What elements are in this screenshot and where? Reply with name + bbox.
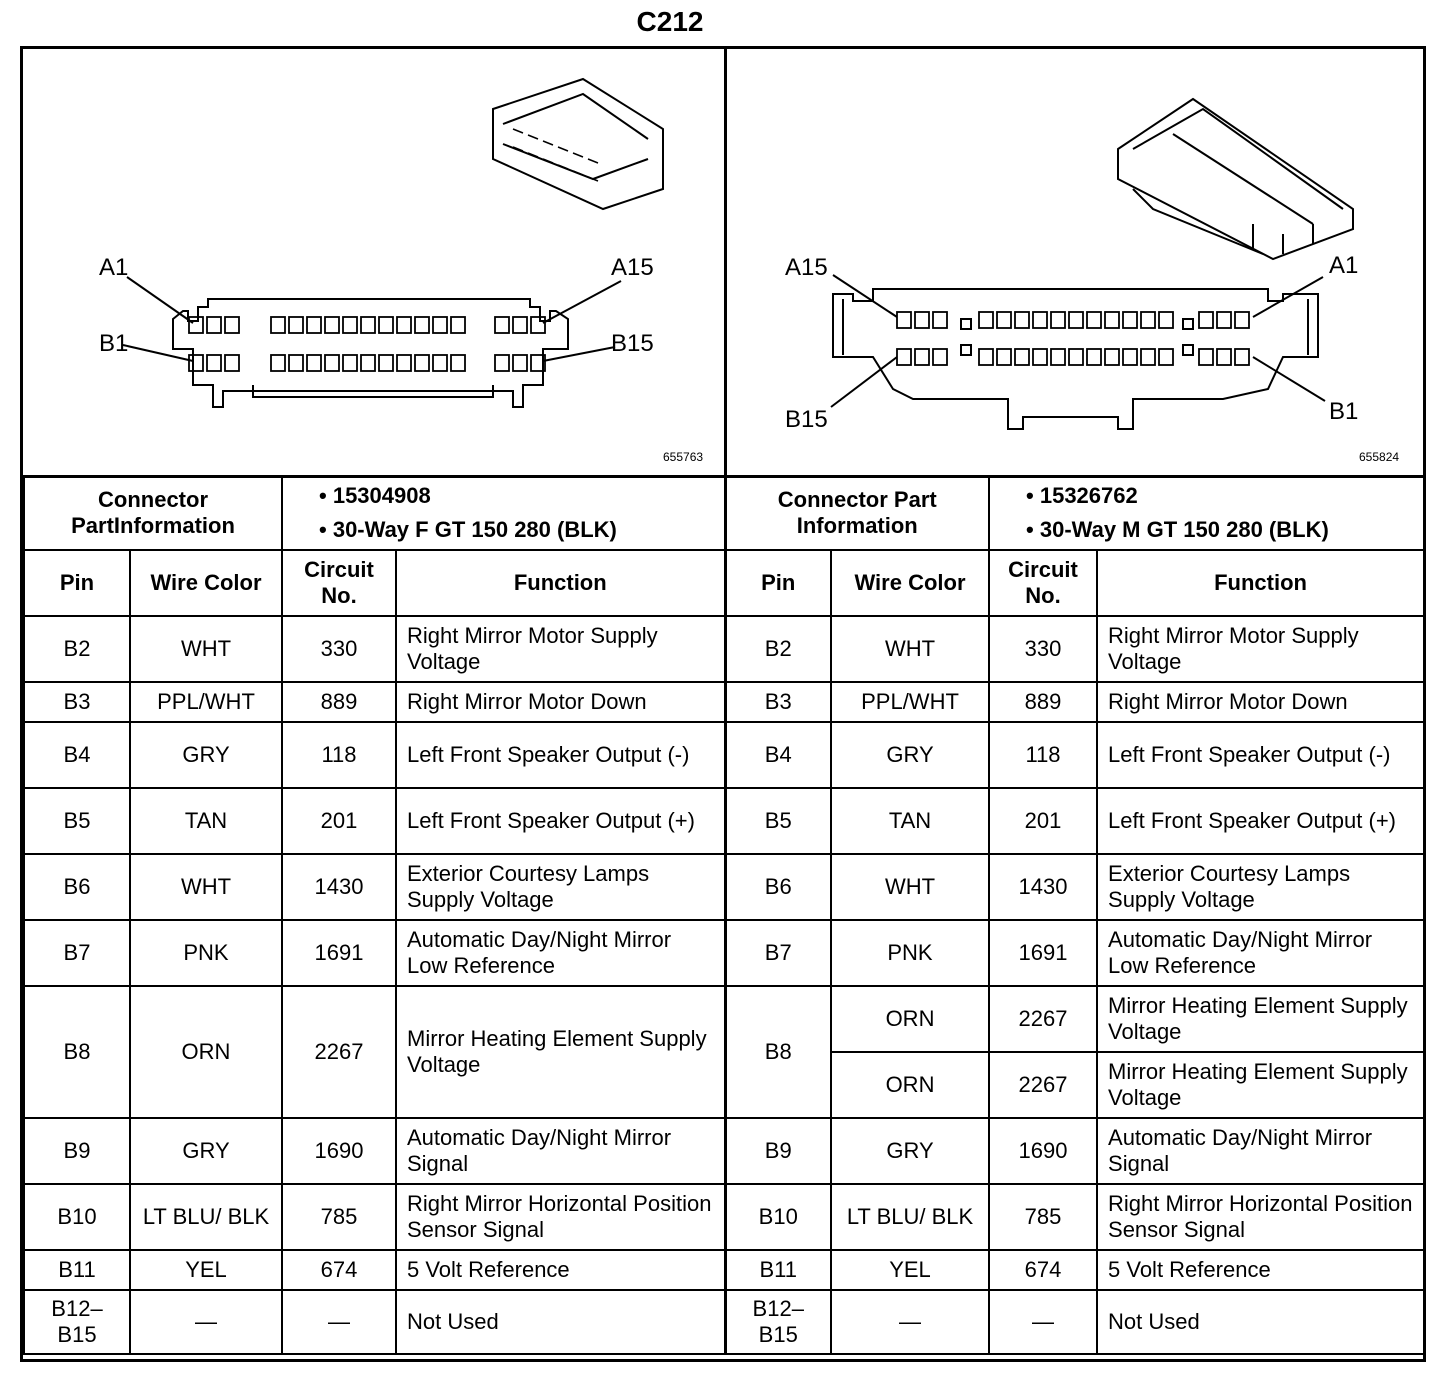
pin-cell: B5 xyxy=(24,788,130,854)
left-col-circuit: Circuit No. xyxy=(282,550,396,616)
table-row xyxy=(24,722,1424,788)
left-col-pin: Pin xyxy=(24,550,130,616)
pin-cell: B9 xyxy=(725,1118,831,1184)
circuit-cell: — xyxy=(282,1290,396,1354)
table-row xyxy=(24,788,1424,854)
table-row xyxy=(24,854,1424,920)
connector-drawings xyxy=(23,49,1423,475)
function-cell: Right Mirror Motor Down xyxy=(1097,682,1424,722)
right-col-circuit: Circuit No. xyxy=(989,550,1097,616)
right-row-a-cavities xyxy=(897,312,1249,328)
circuit-cell: 1691 xyxy=(989,920,1097,986)
pin-cell: B3 xyxy=(24,682,130,722)
wire-color-cell: PPL/WHT xyxy=(831,682,989,722)
function-cell: Left Front Speaker Output (+) xyxy=(1097,788,1424,854)
right-part-info: • 15326762 • 30-Way M GT 150 280 (BLK) xyxy=(989,476,1424,550)
wire-color-cell: WHT xyxy=(831,616,989,682)
left-col-function: Function xyxy=(396,550,725,616)
circuit-cell: 2267 xyxy=(282,986,396,1118)
left-label-a1: A1 xyxy=(99,254,129,281)
right-connector-face-drawing xyxy=(831,275,1325,429)
wire-color-cell: GRY xyxy=(831,722,989,788)
right-part-desc: 30-Way M GT 150 280 (BLK) xyxy=(1039,517,1329,542)
table-row xyxy=(24,1184,1424,1250)
circuit-cell: 1690 xyxy=(989,1118,1097,1184)
part-info-row xyxy=(24,476,1424,550)
right-part-info-label: Connector Part Information xyxy=(725,476,989,550)
wire-color-cell: GRY xyxy=(130,1118,282,1184)
pin-cell: B8 xyxy=(725,986,831,1118)
wire-color-cell: ORN xyxy=(130,986,282,1118)
function-cell: Automatic Day/Night Mirror Low Reference xyxy=(396,920,725,986)
right-connector-3d-drawing xyxy=(1118,99,1353,259)
left-row-b-cavities xyxy=(189,355,545,371)
wire-color-cell: PPL/WHT xyxy=(130,682,282,722)
right-label-a1: A1 xyxy=(1329,252,1359,279)
pin-cell: B4 xyxy=(725,722,831,788)
wire-color-cell: — xyxy=(130,1290,282,1354)
wire-color-cell: ORN xyxy=(831,986,989,1052)
wire-color-cell: — xyxy=(831,1290,989,1354)
pin-cell: B10 xyxy=(24,1184,130,1250)
left-figure-number: 655763 xyxy=(663,450,704,464)
wire-color-cell: WHT xyxy=(831,854,989,920)
left-part-desc: 30-Way F GT 150 280 (BLK) xyxy=(332,517,617,542)
table-row xyxy=(24,616,1424,682)
circuit-cell: 785 xyxy=(989,1184,1097,1250)
circuit-cell: 1430 xyxy=(989,854,1097,920)
circuit-cell: 2267 xyxy=(989,1052,1097,1118)
circuit-cell: 201 xyxy=(282,788,396,854)
circuit-cell: 1690 xyxy=(282,1118,396,1184)
right-figure-number: 655824 xyxy=(1359,450,1400,464)
pin-cell: B5 xyxy=(725,788,831,854)
function-cell: Not Used xyxy=(1097,1290,1424,1354)
pin-cell: B2 xyxy=(725,616,831,682)
pin-cell: B6 xyxy=(725,854,831,920)
table-row xyxy=(24,986,1424,1052)
left-label-b15: B15 xyxy=(611,330,654,357)
function-cell: Left Front Speaker Output (-) xyxy=(1097,722,1424,788)
left-connector-face-drawing xyxy=(123,277,621,407)
function-cell: Automatic Day/Night Mirror Signal xyxy=(1097,1118,1424,1184)
wire-color-cell: GRY xyxy=(831,1118,989,1184)
right-col-wire: Wire Color xyxy=(831,550,989,616)
column-header-row xyxy=(24,550,1424,616)
left-connector-3d-drawing xyxy=(493,79,663,209)
circuit-cell: 889 xyxy=(282,682,396,722)
function-cell: Not Used xyxy=(396,1290,725,1354)
circuit-cell: — xyxy=(989,1290,1097,1354)
right-label-a15: A15 xyxy=(785,254,828,281)
table-row xyxy=(24,920,1424,986)
right-row-b-cavities xyxy=(897,349,1249,365)
circuit-cell: 785 xyxy=(282,1184,396,1250)
circuit-cell: 330 xyxy=(282,616,396,682)
left-label-a15: A15 xyxy=(611,254,654,281)
circuit-cell: 118 xyxy=(989,722,1097,788)
pin-cell: B6 xyxy=(24,854,130,920)
right-col-pin: Pin xyxy=(725,550,831,616)
circuit-cell: 201 xyxy=(989,788,1097,854)
function-cell: Exterior Courtesy Lamps Supply Voltage xyxy=(1097,854,1424,920)
pin-cell: B11 xyxy=(24,1250,130,1290)
right-col-function: Function xyxy=(1097,550,1424,616)
function-cell: 5 Volt Reference xyxy=(1097,1250,1424,1290)
wire-color-cell: WHT xyxy=(130,616,282,682)
pin-cell: B12– B15 xyxy=(725,1290,831,1354)
left-part-number: 15304908 xyxy=(332,483,431,508)
wire-color-cell: WHT xyxy=(130,854,282,920)
wire-color-cell: TAN xyxy=(831,788,989,854)
pin-cell: B9 xyxy=(24,1118,130,1184)
function-cell: Exterior Courtesy Lamps Supply Voltage xyxy=(396,854,725,920)
function-cell: Right Mirror Motor Supply Voltage xyxy=(1097,616,1424,682)
left-row-a-cavities xyxy=(189,317,545,333)
pin-cell: B4 xyxy=(24,722,130,788)
pin-cell: B2 xyxy=(24,616,130,682)
function-cell: Mirror Heating Element Supply Voltage xyxy=(1097,986,1424,1052)
function-cell: Automatic Day/Night Mirror Signal xyxy=(396,1118,725,1184)
wire-color-cell: LT BLU/ BLK xyxy=(831,1184,989,1250)
table-row xyxy=(24,1290,1424,1354)
table-row xyxy=(24,1250,1424,1290)
function-cell: Automatic Day/Night Mirror Low Reference xyxy=(1097,920,1424,986)
circuit-cell: 118 xyxy=(282,722,396,788)
pin-cell: B8 xyxy=(24,986,130,1118)
wire-color-cell: YEL xyxy=(831,1250,989,1290)
wire-color-cell: ORN xyxy=(831,1052,989,1118)
circuit-cell: 674 xyxy=(282,1250,396,1290)
circuit-cell: 674 xyxy=(989,1250,1097,1290)
pin-cell: B12– B15 xyxy=(24,1290,130,1354)
wire-color-cell: PNK xyxy=(130,920,282,986)
table-row xyxy=(24,1118,1424,1184)
connector-diagrams xyxy=(23,49,1423,478)
function-cell: Mirror Heating Element Supply Voltage xyxy=(1097,1052,1424,1118)
pin-cell: B7 xyxy=(24,920,130,986)
left-col-wire: Wire Color xyxy=(130,550,282,616)
function-cell: Left Front Speaker Output (+) xyxy=(396,788,725,854)
function-cell: Left Front Speaker Output (-) xyxy=(396,722,725,788)
function-cell: Mirror Heating Element Supply Voltage xyxy=(396,986,725,1118)
circuit-cell: 1430 xyxy=(282,854,396,920)
function-cell: Right Mirror Motor Down xyxy=(396,682,725,722)
circuit-cell: 889 xyxy=(989,682,1097,722)
left-part-info-label: Connector PartInformation xyxy=(24,476,282,550)
circuit-cell: 330 xyxy=(989,616,1097,682)
pin-cell: B10 xyxy=(725,1184,831,1250)
right-part-number: 15326762 xyxy=(1039,483,1138,508)
circuit-cell: 2267 xyxy=(989,986,1097,1052)
wire-color-cell: TAN xyxy=(130,788,282,854)
left-label-b1: B1 xyxy=(99,330,129,357)
function-cell: Right Mirror Motor Supply Voltage xyxy=(396,616,725,682)
pin-cell: B3 xyxy=(725,682,831,722)
wire-color-cell: YEL xyxy=(130,1250,282,1290)
connector-sheet xyxy=(20,46,1426,1362)
right-label-b1: B1 xyxy=(1329,398,1359,425)
wire-color-cell: LT BLU/ BLK xyxy=(130,1184,282,1250)
table-row xyxy=(24,682,1424,722)
function-cell: Right Mirror Horizontal Position Sensor Signal xyxy=(396,1184,725,1250)
wire-color-cell: PNK xyxy=(831,920,989,986)
pin-cell: B7 xyxy=(725,920,831,986)
circuit-cell: 1691 xyxy=(282,920,396,986)
left-part-info: • 15304908 • 30-Way F GT 150 280 (BLK) xyxy=(282,476,725,550)
function-cell: Right Mirror Horizontal Position Sensor Signal xyxy=(1097,1184,1424,1250)
diagram-divider xyxy=(724,49,727,475)
connector-title: C212 xyxy=(636,6,704,37)
right-label-b15: B15 xyxy=(785,406,828,433)
function-cell: 5 Volt Reference xyxy=(396,1250,725,1290)
wire-color-cell: GRY xyxy=(130,722,282,788)
pin-cell: B11 xyxy=(725,1250,831,1290)
pinout-table xyxy=(23,475,1425,1355)
